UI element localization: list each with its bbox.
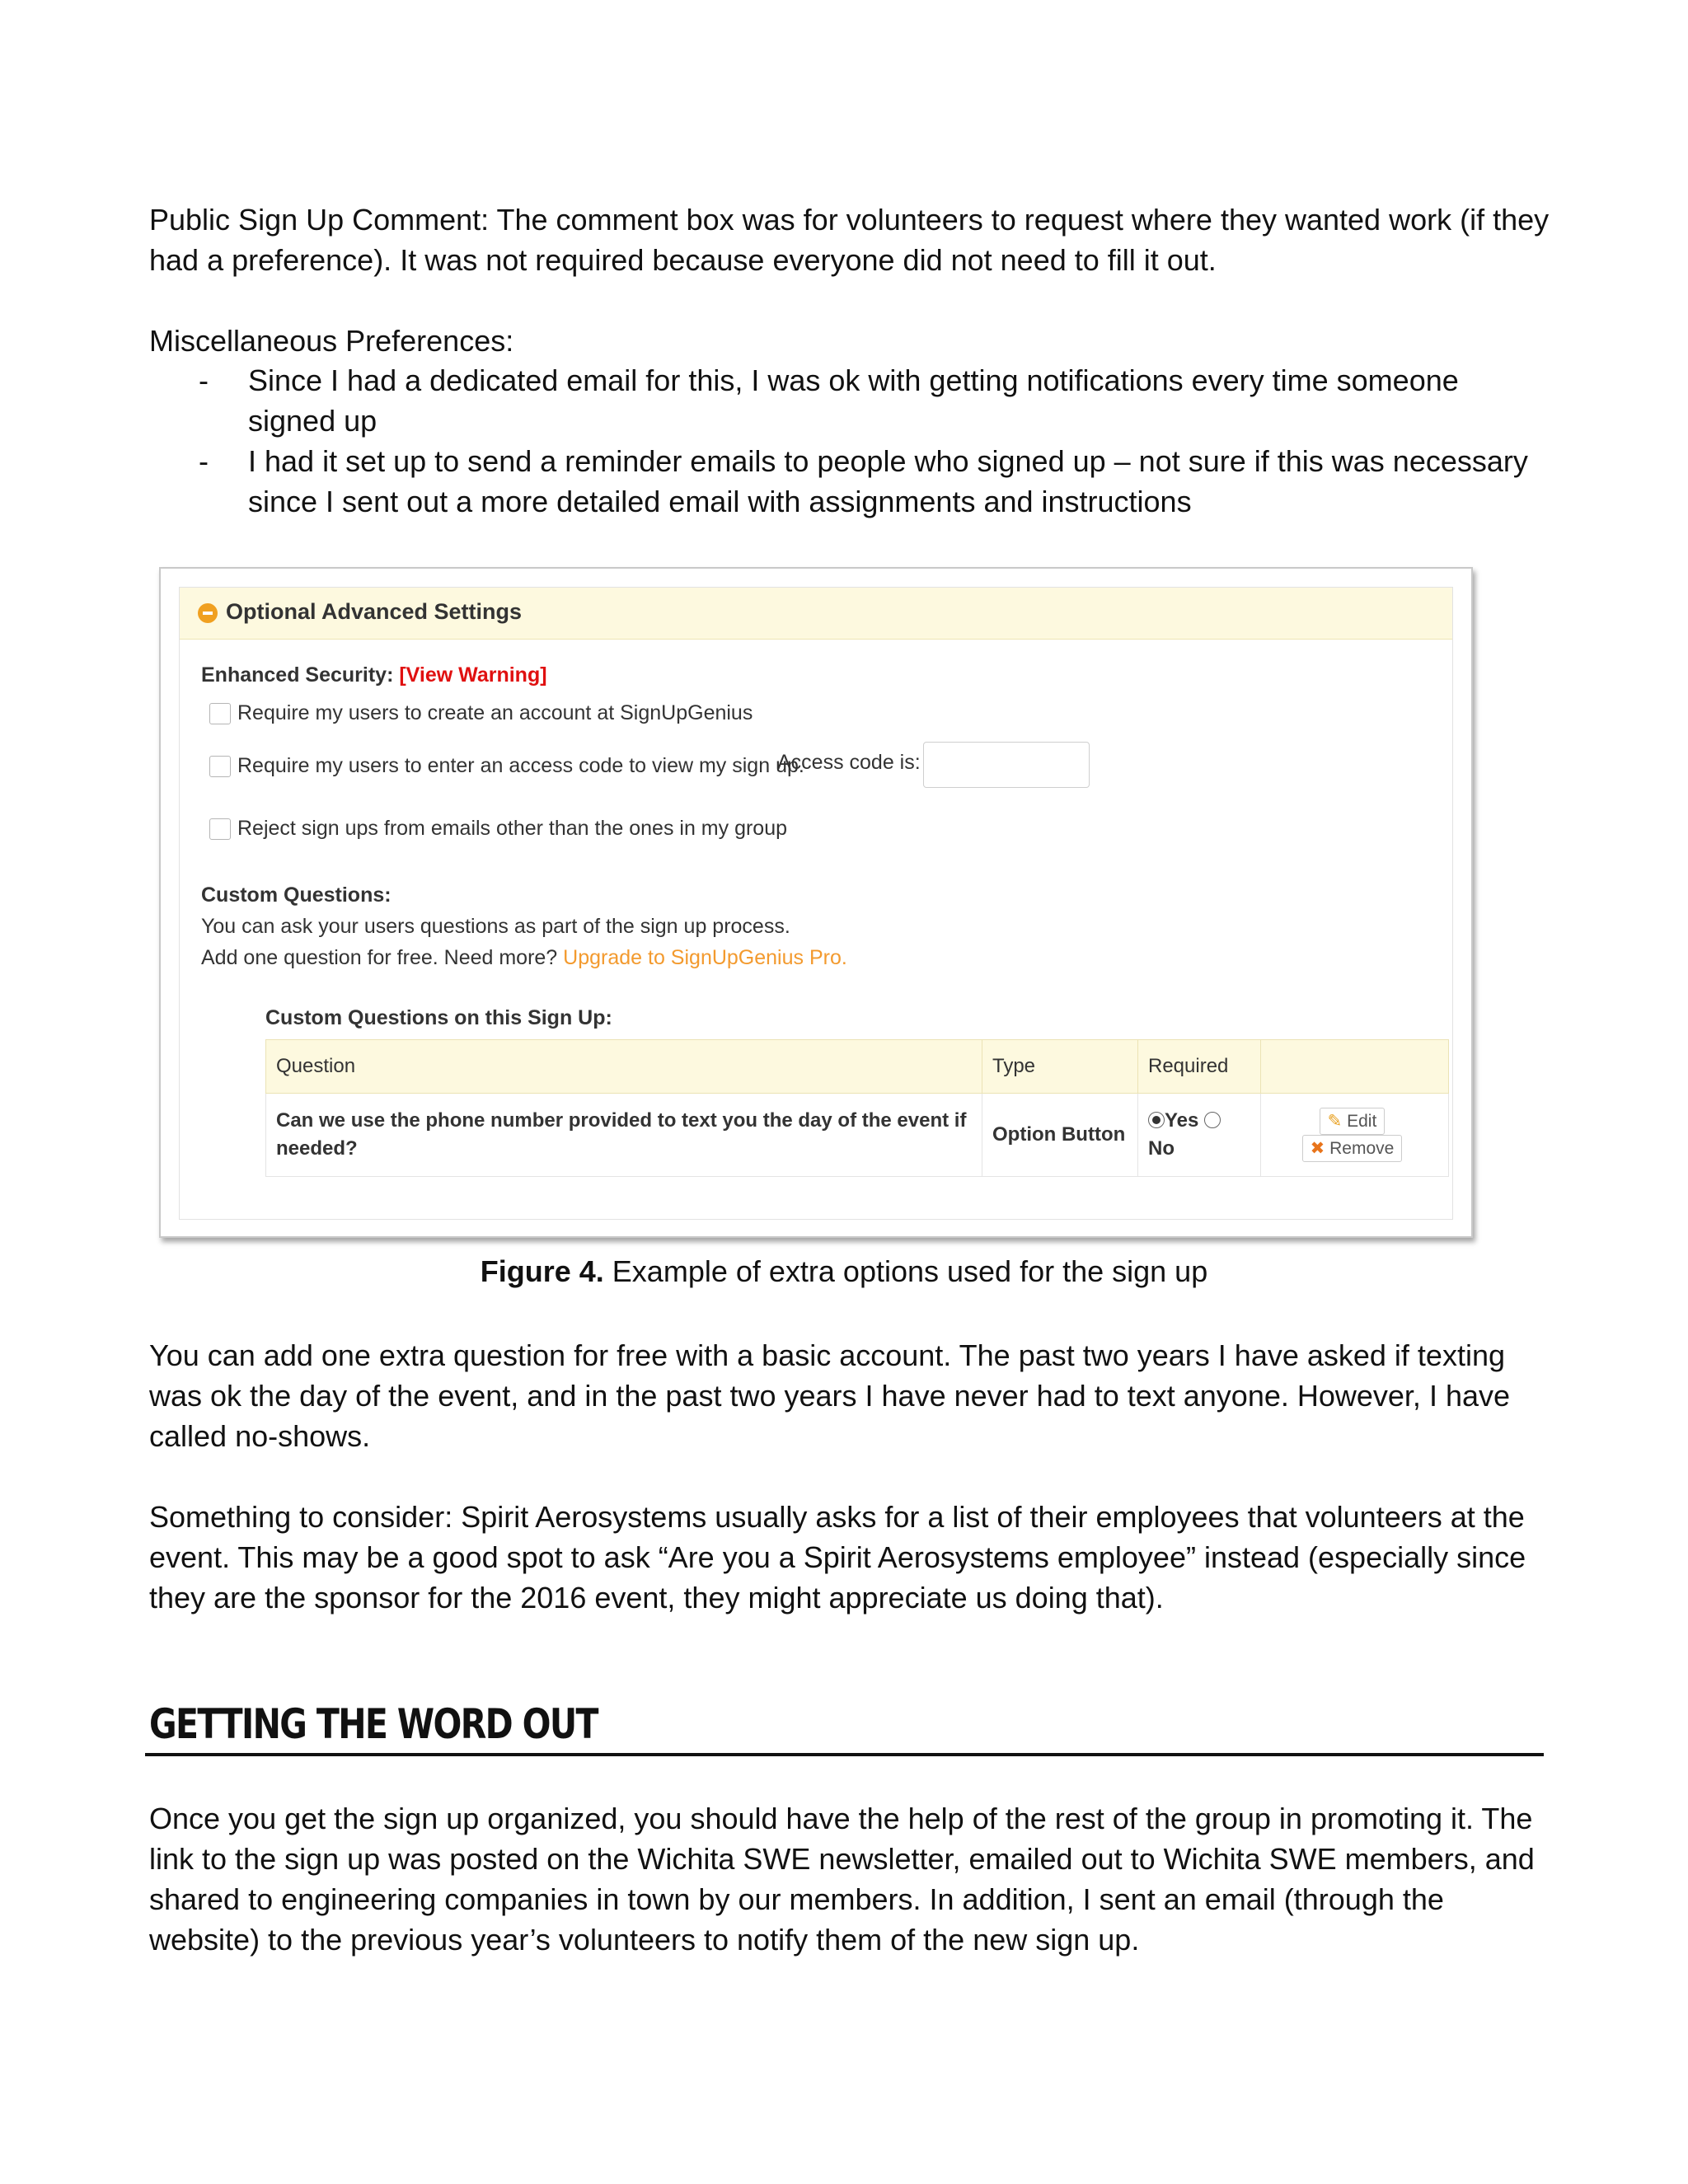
list-item: - I had it set up to send a reminder emails to people who signed up – not sure if this was necessary since I sent out a more detailed email with assignments and instructions (199, 444, 1528, 518)
free-question-text: Add one question for free. Need more? (201, 946, 558, 969)
reject-signups-checkbox[interactable] (209, 818, 231, 840)
enhanced-security-label: Enhanced Security: (201, 663, 394, 687)
require-access-code-label: Require my users to enter an access code to view my sign up. (237, 754, 804, 777)
column-header-actions (1261, 1040, 1449, 1094)
required-no-label: No (1148, 1137, 1175, 1160)
table-header-row (266, 1040, 1449, 1094)
promotion-paragraph: Once you get the sign up organized, you should have the help of the rest of the group in promoting it. The link to the sign up was posted on the Wichita SWE newsletter, emailed out to Wichita SWE members, and shared to engineering companies in town by our members. In addition, I sent an email (through the website) to the previous year’s volunteers to notify them of the new sign up. (149, 1802, 1535, 1957)
panel-title: Optional Advanced Settings (226, 599, 523, 624)
required-yes-label: Yes (1165, 1109, 1199, 1132)
pencil-icon: ✎ (1327, 1112, 1343, 1131)
column-header-question: Question (266, 1040, 982, 1094)
required-yes-radio[interactable] (1148, 1112, 1165, 1128)
custom-questions-table (265, 1039, 1449, 1177)
question-cell: Can we use the phone number provided to text you the day of the event if needed? (266, 1094, 982, 1177)
collapse-minus-icon[interactable] (198, 603, 218, 623)
remove-x-icon: ✖ (1310, 1139, 1325, 1158)
caption-label: Figure 4. (480, 1254, 604, 1288)
actions-cell (1261, 1094, 1449, 1177)
section-heading: GETTING THE WORD OUT (149, 1700, 598, 1748)
heading-rule (145, 1753, 1544, 1756)
required-cell (1138, 1094, 1261, 1177)
reject-signups-label: Reject sign ups from emails other than the ones in my group (237, 817, 788, 840)
table-row (266, 1094, 1449, 1177)
advanced-settings-panel (179, 587, 1453, 1220)
remove-button[interactable]: ✖ Remove (1302, 1135, 1403, 1162)
comment-paragraph: Public Sign Up Comment: The comment box was for volunteers to request where they wanted work (if they had a preference). It was not required because everyone did not need to fill it out. (149, 203, 1550, 277)
preferences-list (149, 360, 1550, 522)
custom-questions-heading: Custom Questions: (201, 883, 392, 907)
list-item: - Since I had a dedicated email for this, I was ok with getting notifications every time someone signed up (199, 363, 1459, 438)
column-header-type: Type (982, 1040, 1138, 1094)
edit-button[interactable]: ✎ Edit (1320, 1108, 1386, 1135)
consider-paragraph: Something to consider: Spirit Aerosystems usually asks for a list of their employees that volunteers at the event. This may be a good spot to ask “Are you a Spirit Aerosystems employee” instead (especially since they are the sponsor for the 2016 event, they might appreciate us doing that). (149, 1500, 1526, 1615)
panel-header[interactable] (180, 588, 1452, 640)
custom-questions-upgrade-row (201, 946, 847, 970)
view-warning-link[interactable]: [View Warning] (399, 663, 547, 687)
require-access-code-checkbox[interactable] (209, 756, 231, 777)
access-code-input[interactable] (923, 742, 1090, 788)
required-no-radio[interactable] (1204, 1112, 1221, 1128)
custom-questions-table-heading: Custom Questions on this Sign Up: (265, 1006, 612, 1029)
caption-text: Example of extra options used for the sign up (603, 1254, 1208, 1288)
misc-preferences-heading: Miscellaneous Preferences: (149, 324, 514, 358)
figure-caption (0, 1251, 1688, 1291)
custom-questions-description: You can ask your users questions as part of the sign up process. (201, 915, 790, 938)
require-account-checkbox[interactable] (209, 703, 231, 724)
upgrade-link[interactable]: Upgrade to SignUpGenius Pro. (563, 946, 847, 969)
column-header-required: Required (1138, 1040, 1261, 1094)
access-code-label: Access code is: (777, 751, 921, 774)
extra-question-paragraph: You can add one extra question for free with a basic account. The past two years I have asked if texting was ok the day of the event, and in the past two years I have never had to text anyone. However, I have called no-shows. (149, 1338, 1511, 1453)
figure-screenshot (159, 567, 1473, 1238)
require-account-label: Require my users to create an account at SignUpGenius (237, 701, 753, 724)
enhanced-security-row (201, 663, 547, 687)
type-cell: Option Button (982, 1094, 1138, 1177)
